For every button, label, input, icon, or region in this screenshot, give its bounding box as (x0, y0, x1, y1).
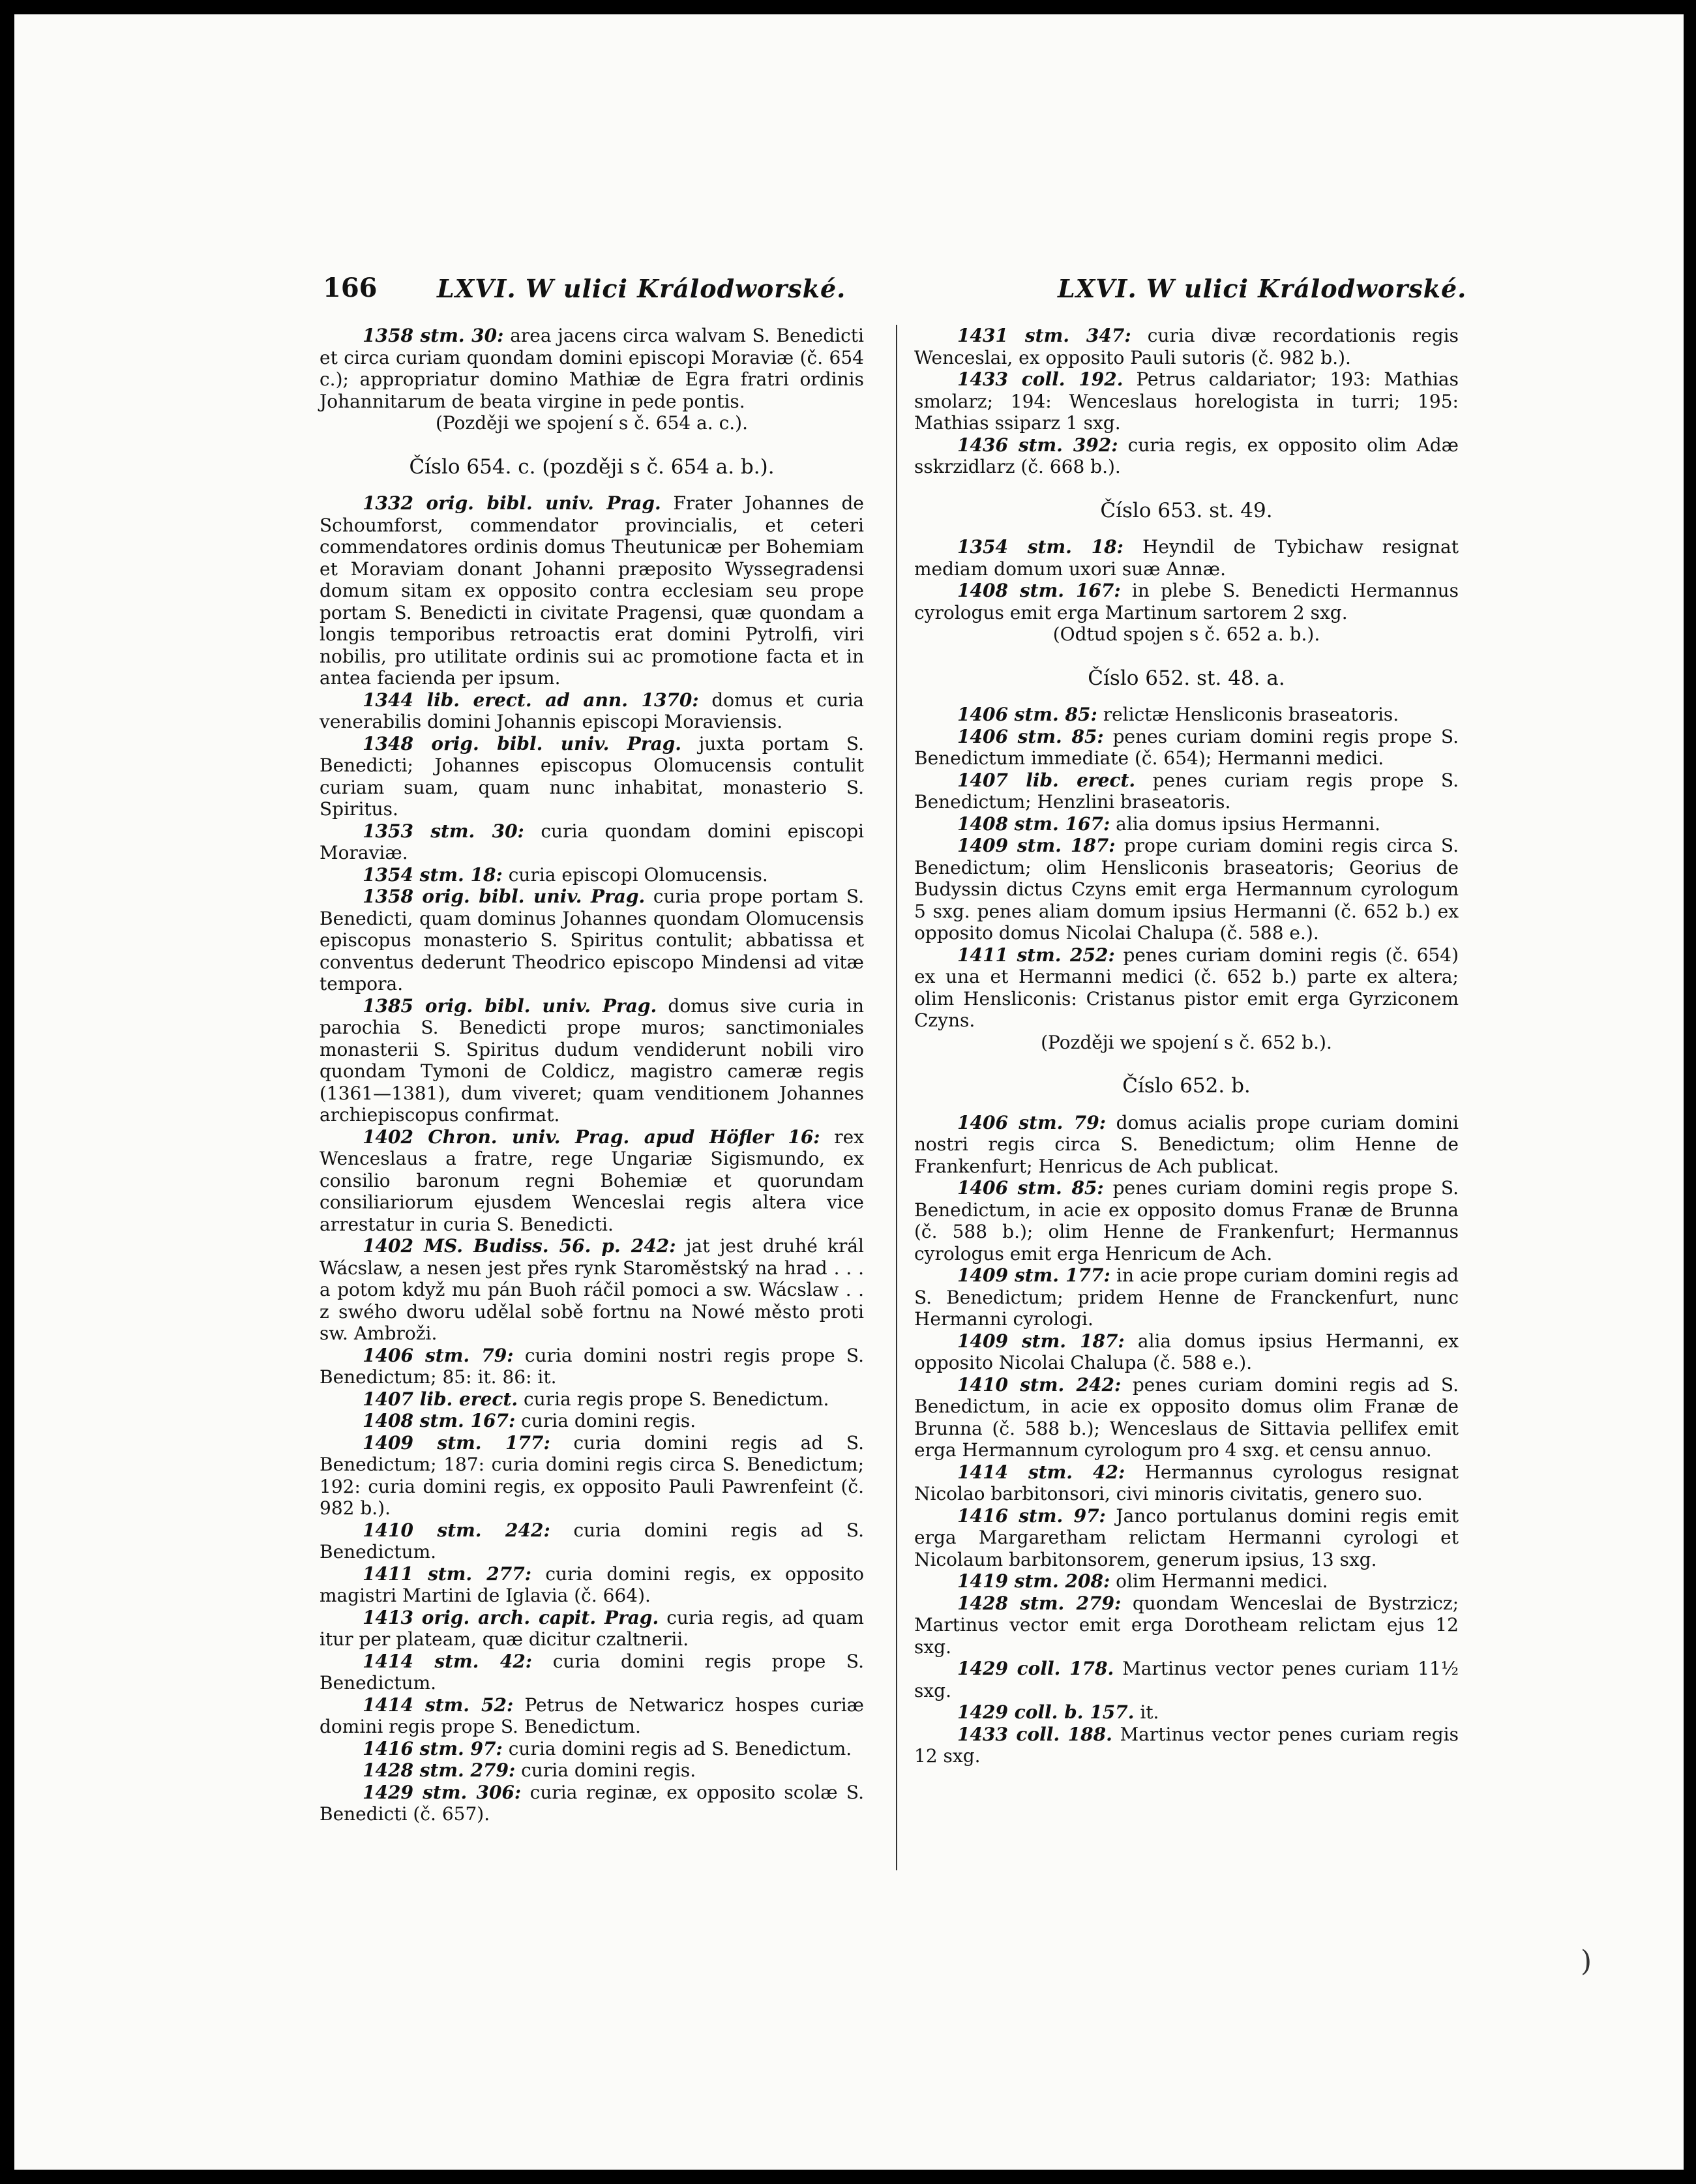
entry (320, 1235, 864, 1345)
entry-reference: 1344 lib. erect. ad ann. 1370: (363, 689, 699, 711)
entry (914, 1177, 1459, 1264)
entry-text: curia domini regis. (515, 1410, 696, 1431)
entry-text: it. (1134, 1701, 1159, 1723)
entries-group (914, 1112, 1459, 1767)
entry-text: prope curiam domini regis circa S. Benedictum; olim Hensliconis braseatoris; Georius de Budyssin dictus Czyns emit erga Hermannum cyrologum 5 sxg. penes aliam domum ipsius Hermanni (č. 652 b.) ex opposito domus Nicolai Chalupa (č. 588 e.). (914, 835, 1459, 944)
entry-reference: 1429 coll. 178. (957, 1658, 1114, 1679)
entry (914, 1724, 1459, 1767)
entry-text: Petrus de Netwaricz hospes curiæ domini regis prope S. Benedictum. (320, 1694, 864, 1737)
entry-reference: 1433 coll. 192. (957, 368, 1123, 390)
entry (914, 704, 1459, 726)
entry-text: penes curiam domini regis prope S. Benedictum immediate (č. 654); Hermanni medici. (914, 725, 1459, 769)
entry-text: curia regis, ex opposito olim Adæ sskrzidlarz (č. 668 b.). (914, 434, 1459, 477)
entry-text: alia domus ipsius Hermanni. (1110, 813, 1381, 835)
entry-reference: 1385 orig. bibl. univ. Prag. (363, 995, 657, 1017)
entry (914, 835, 1459, 944)
entry (914, 1112, 1459, 1178)
entry-text: penes curiam domini regis (č. 654) ex una et Hermanni medici (č. 652 b.) parte ex altera; olim Hensliconis: Cristanus pistor emit erga Gyrziconem Czyns. (914, 944, 1459, 1031)
page (14, 14, 1684, 2170)
entry-text: Heyndil de Tybichaw resignat mediam domum uxori suæ Annæ. (914, 536, 1459, 580)
entry-reference: 1428 stm. 279: (363, 1759, 516, 1781)
entry-reference: 1353 stm. 30: (363, 820, 524, 842)
entry-text: Janco portulanus domini regis emit erga Margaretham relictam Hermanni cyrologi et Nicolaum barbitonsorem, generum ipsius, 13 sxg. (914, 1504, 1459, 1570)
entry (320, 1345, 864, 1388)
entry-text: Frater Johannes de Schoumforst, commendator provincialis, et ceteri commendatores ordinis domus Theutunicæ per Bohemiam et Moraviam donant Johanni præposito Wyssegradensi domum sitam ex opposito contra ecclesiam seu prope portam S. Benedicti in civitate Pragensi, quæ quondam a longis temporibus retroactis erat domini Pytrolfi, viri nobilis, pro utilitate ordinis sui ac promotione facta et in antea facienda per ipsum. (320, 492, 864, 689)
entry-text: curia domini regis prope S. Benedictum. (320, 1650, 864, 1694)
entry (320, 1432, 864, 1519)
entries-group (914, 325, 1459, 478)
entry (914, 1570, 1459, 1593)
entry-reference: 1428 stm. 279: (957, 1592, 1122, 1614)
entry (914, 1330, 1459, 1374)
entry-text: quondam Wenceslai de Bystrzicz; Martinus vector emit erga Dorotheam relictam ejus 12 sxg. (914, 1592, 1459, 1658)
entry-text: curia prope portam S. Benedicti, quam dominus Johannes quondam Olomucensis episcopus monasterio S. Spiritus contulit; abbatissa et conventus dederunt Theodrico episcopo Mindensi ad vitæ tempora. (320, 886, 864, 995)
entry-text: Hermannus cyrologus resignat Nicolao barbitonsori, civi minoris civitatis, genero suo. (914, 1461, 1459, 1504)
entry-text: curia episcopi Olomucensis. (502, 863, 768, 886)
entry-text: alia domus ipsius Hermanni, ex opposito Nicolai Chalupa (č. 588 e.). (914, 1330, 1459, 1373)
section-heading-653: Číslo 653. st. 49. (1100, 498, 1273, 522)
left-column (320, 325, 864, 1825)
section-heading-652a: Číslo 652. st. 48. a. (1088, 666, 1285, 690)
entry-reference: 1410 stm. 242: (957, 1373, 1122, 1396)
entry-reference: 1416 stm. 97: (363, 1737, 503, 1759)
entry (914, 434, 1459, 478)
entry-reference: 1408 stm. 167: (957, 813, 1110, 835)
entry-reference: 1406 stm. 85: (957, 1177, 1104, 1199)
entries-group (914, 704, 1459, 1032)
entry-reference: 1414 stm. 52: (363, 1694, 514, 1716)
entry (914, 1374, 1459, 1461)
entry-text: olim Hermanni medici. (1110, 1570, 1328, 1592)
entry (320, 1607, 864, 1651)
entry-reference: 1406 stm. 79: (957, 1111, 1107, 1133)
entry-text: in acie prope curiam domini regis ad S. Benedictum; pridem Henne de Franckenfurt, nunc Hermanni cyrologi. (914, 1264, 1459, 1330)
entry (320, 733, 864, 820)
entry (320, 1738, 864, 1760)
entry (914, 1593, 1459, 1658)
entry (320, 1126, 864, 1236)
entry (914, 1461, 1459, 1505)
entry-reference: 1429 coll. b. 157. (957, 1701, 1135, 1723)
entry-reference: 1406 stm. 85: (957, 725, 1104, 747)
entry-text: curia regis, ad quam itur per plateam, quæ dicitur czaltnerii. (320, 1606, 864, 1650)
entry-text: curia domini regis. (515, 1759, 696, 1781)
entry (914, 813, 1459, 835)
entry (320, 820, 864, 864)
entry-reference: 1358 orig. bibl. univ. Prag. (363, 886, 646, 907)
entries-group (914, 536, 1459, 623)
entry-reference: 1411 stm. 252: (957, 944, 1115, 966)
entry-text: curia domini regis ad S. Benedictum. (502, 1737, 852, 1759)
section-heading-654c: Číslo 654. c. (později s č. 654 a. b.). (409, 455, 775, 479)
entry-reference: 1408 stm. 167: (957, 580, 1121, 601)
entry (320, 1388, 864, 1411)
entry-reference: 1429 stm. 306: (363, 1781, 522, 1803)
left-running-title: LXVI. W ulici Králodworské. (437, 274, 846, 303)
entry (914, 726, 1459, 770)
entry (914, 580, 1459, 623)
entry-text: Martinus vector penes curiam 11½ sxg. (914, 1658, 1459, 1701)
entry-text: penes curiam domini regis ad S. Benedictum, in acie ex opposito domus olim Franæ de Brunna (č. 588 b.); Wenceslaus de Sittavia pellifex emit erga Hermannum cyrologum pro 4 sxg. et censu annuo. (914, 1373, 1459, 1461)
entry (320, 864, 864, 886)
entry-reference: 1409 stm. 187: (957, 1330, 1125, 1352)
entry (914, 770, 1459, 813)
entries-group (320, 325, 864, 412)
entry-reference: 1354 stm. 18: (957, 536, 1123, 558)
entry (914, 1264, 1459, 1330)
entry-reference: 1436 stm. 392: (957, 434, 1118, 456)
entry-text: curia domini regis ad S. Benedictum. (320, 1519, 864, 1563)
margin-mark: ) (1581, 1945, 1592, 1978)
entry-text: area jacens circa walvam S. Benedicti et circa curiam quondam domini episcopi Moraviæ (č. 654 c.); appropriatur domino Mathiæ de Egra fratri ordinis Johannitarum de beata virgine in pede pontis. (320, 325, 864, 412)
section-heading-652b: Číslo 652. b. (1122, 1074, 1251, 1098)
entry-reference: 1433 coll. 188. (957, 1723, 1112, 1745)
entry (320, 1694, 864, 1738)
entry (320, 995, 864, 1126)
entry-text: curia reginæ, ex opposito scolæ S. Benedicti (č. 657). (320, 1781, 865, 1825)
entry-reference: 1407 lib. erect. (363, 1388, 518, 1410)
entry (320, 1519, 864, 1563)
entry-text: jat jest druhé král Wácslaw, a nesen jest přes rynk Staroměstský na hrad . . . a potom když mu pán Buoh ráčil pomoci a sw. Wácslaw . . z swého dworu udělal sobě fortnu na Nowé město proti sw. Ambroži. (320, 1235, 864, 1344)
entry-text: domus acialis prope curiam domini nostri regis circa S. Benedictum; olim Henne de Frankenfurt; Henricus de Ach publicat. (914, 1111, 1459, 1177)
right-column (914, 325, 1459, 1767)
entry-reference: 1408 stm. 167: (363, 1410, 516, 1431)
entry-text: relictæ Hensliconis braseatoris. (1097, 704, 1399, 725)
entry-reference: 1407 lib. erect. (957, 769, 1136, 791)
entry-text: curia quondam domini episcopi Moraviæ. (320, 820, 864, 863)
note: (Později we spojení s č. 652 b.). (1041, 1031, 1332, 1053)
entry-reference: 1416 stm. 97: (957, 1504, 1106, 1527)
column-divider (896, 325, 897, 1870)
running-header (14, 261, 1684, 307)
entry-text: penes curiam domini regis prope S. Benedictum, in acie ex opposito domus Franæ de Brunna (č. 588 b.); olim Henne de Frankenfurt; Hermannus cyrologus emit erga Henricum de Ach. (914, 1177, 1459, 1264)
entry-reference: 1414 stm. 42: (957, 1461, 1125, 1483)
entry (320, 492, 864, 689)
entry (914, 325, 1459, 368)
entry (914, 536, 1459, 580)
entry-text: juxta portam S. Benedicti; Johannes episcopus Olomucensis contulit curiam suam, quam nunc inhabitat, monasterio S. Spiritus. (320, 732, 864, 820)
note: (Odtud spojen s č. 652 a. b.). (1052, 623, 1320, 645)
entry-reference: 1332 orig. bibl. univ. Prag. (363, 492, 661, 514)
entry-text: curia regis prope S. Benedictum. (518, 1388, 829, 1410)
entry (320, 886, 864, 995)
entry-reference: 1358 stm. 30: (363, 325, 504, 346)
entry-reference: 1409 stm. 177: (363, 1431, 550, 1454)
right-running-title: LXVI. W ulici Králodworské. (1058, 274, 1467, 303)
entry-reference: 1406 stm. 85: (957, 704, 1097, 725)
entry-reference: 1409 stm. 187: (957, 835, 1116, 856)
entry (320, 689, 864, 733)
entry (320, 1782, 864, 1825)
entry-text: curia domini regis, ex opposito magistri Martini de Iglavia (č. 664). (320, 1563, 864, 1606)
entry (914, 368, 1459, 434)
entry-reference: 1409 stm. 177: (957, 1264, 1110, 1286)
entry (914, 1701, 1459, 1724)
entry-reference: 1431 stm. 347: (957, 325, 1131, 346)
entry-text: rex Wenceslaus a fratre, rege Ungariæ Sigismundo, ex consilio baronum regni Bohemiæ et quorundam consiliariorum ejusdem Wenceslai regis altera vice arrestatur in curia S. Benedicti. (320, 1126, 864, 1235)
entry-reference: 1419 stm. 208: (957, 1570, 1110, 1592)
entry (320, 1651, 864, 1694)
note: (Později we spojení s č. 654 a. c.). (436, 412, 748, 434)
page-number: 166 (323, 273, 378, 303)
entry (320, 1759, 864, 1782)
entry-text: penes curiam regis prope S. Benedictum; Henzlini braseatoris. (914, 769, 1459, 813)
entry-text: domus sive curia in parochia S. Benedicti prope muros; sanctimoniales monasterii S. Spiritus dudum vendiderunt nobili viro quondam Tymoni de Coldicz, magistro cameræ regis (1361—1381), dum viveret; quam venditionem Johannes archiepiscopus confirmat. (320, 995, 864, 1126)
entry-reference: 1354 stm. 18: (363, 863, 503, 886)
entry (320, 1410, 864, 1432)
entries-group (320, 492, 864, 1825)
entry (914, 1658, 1459, 1701)
entry-text: curia divæ recordationis regis Wenceslai, ex opposito Pauli sutoris (č. 982 b.). (914, 325, 1459, 368)
entry (320, 325, 864, 412)
entry-reference: 1411 stm. 277: (363, 1563, 532, 1585)
entry-reference: 1410 stm. 242: (363, 1519, 550, 1541)
entry-text: curia domini nostri regis prope S. Benedictum; 85: it. 86: it. (320, 1344, 864, 1388)
entry-reference: 1402 MS. Budiss. 56. p. 242: (363, 1235, 676, 1257)
entry-reference: 1414 stm. 42: (363, 1650, 533, 1672)
entry-text: in plebe S. Benedicti Hermannus cyrologus emit erga Martinum sartorem 2 sxg. (914, 580, 1459, 623)
entry (914, 944, 1459, 1032)
entry-text: curia domini regis ad S. Benedictum; 187: curia domini regis circa S. Benedictum; 192: curia domini regis, ex opposito Pauli Pawrenfeint (č. 982 b.). (320, 1431, 864, 1519)
entry-text: Petrus caldariator; 193: Mathias smolarz; 194: Wenceslaus horelogista in turri; 195: Mathias ssiparz 1 sxg. (914, 368, 1459, 434)
entry-reference: 1348 orig. bibl. univ. Prag. (363, 732, 682, 755)
entry-reference: 1402 Chron. univ. Prag. apud Höfler 16: (363, 1126, 820, 1148)
entry-text: domus et curia venerabilis domini Johannis episcopi Moraviensis. (320, 689, 864, 732)
entry-reference: 1413 orig. arch. capit. Prag. (363, 1606, 659, 1628)
entry (914, 1505, 1459, 1571)
entry-text: Martinus vector penes curiam regis 12 sxg. (914, 1723, 1459, 1767)
entry (320, 1563, 864, 1607)
entry-reference: 1406 stm. 79: (363, 1344, 514, 1366)
